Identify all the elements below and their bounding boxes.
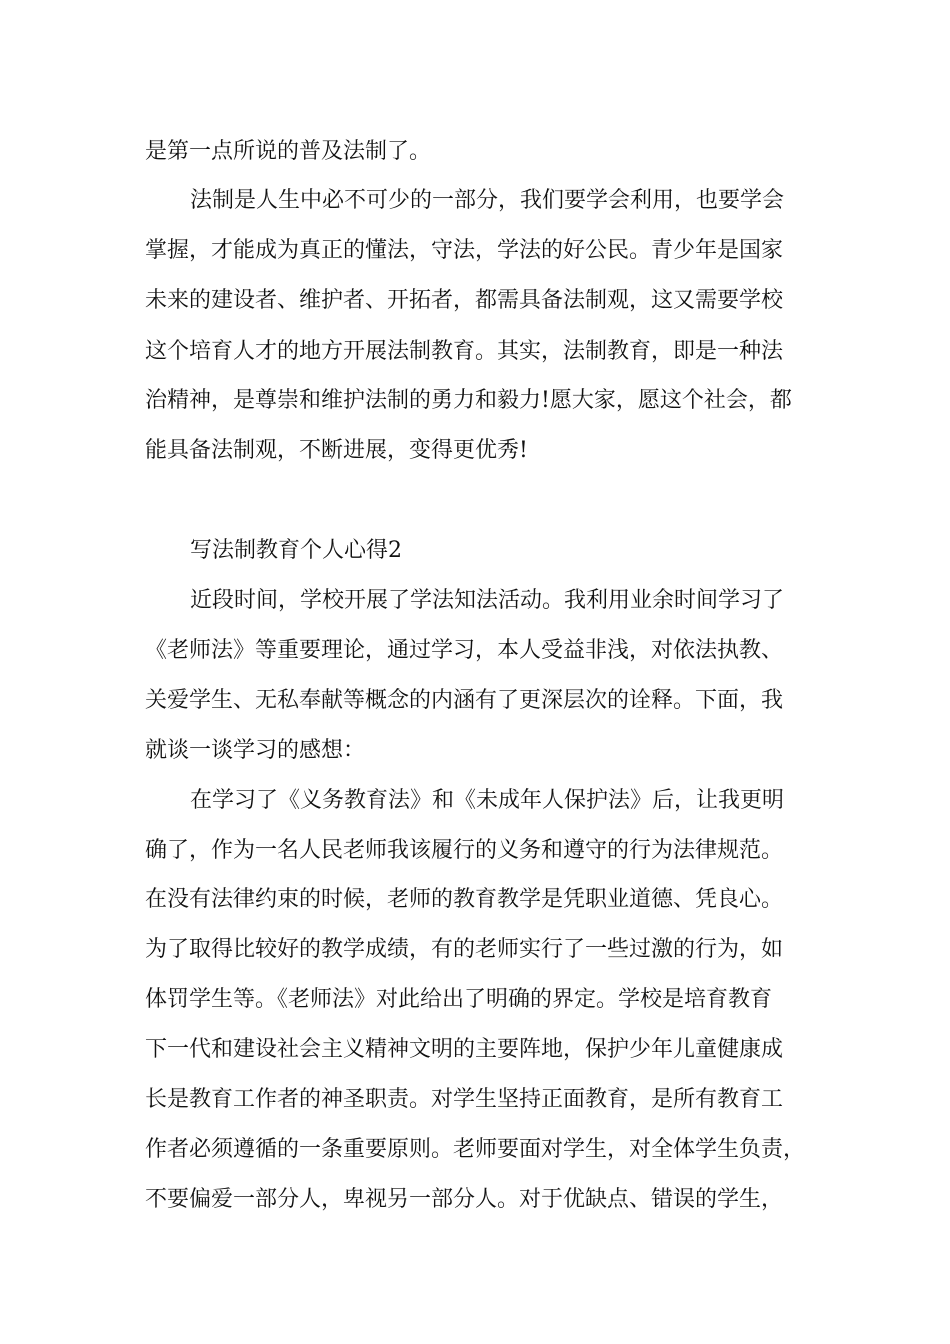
section-heading: 写法制教育个人心得2 — [190, 538, 402, 563]
paragraph-line: 掌握，才能成为真正的懂法，守法，学法的好公民。青少年是国家 — [145, 238, 784, 263]
paragraph-line: 近段时间，学校开展了学法知法活动。我利用业余时间学习了 — [190, 588, 785, 613]
paragraph-line: 长是教育工作者的神圣职责。对学生坚持正面教育，是所有教育工 — [145, 1087, 784, 1112]
paragraph-line: 下一代和建设社会主义精神文明的主要阵地，保护少年儿童健康成 — [145, 1037, 784, 1062]
paragraph-line: 《老师法》等重要理论，通过学习，本人受益非浅，对依法执教、 — [145, 638, 784, 663]
paragraph-line: 在没有法律约束的时候，老师的教育教学是凭职业道德、凭良心。 — [145, 887, 784, 912]
paragraph-line: 法制是人生中必不可少的一部分，我们要学会利用，也要学会 — [190, 188, 785, 213]
paragraph-line: 不要偏爱一部分人，卑视另一部分人。对于优缺点、错误的学生， — [145, 1187, 784, 1212]
paragraph-line: 体罚学生等。《老师法》对此给出了明确的界定。学校是培育教育 — [145, 987, 773, 1012]
paragraph-line: 为了取得比较好的教学成绩，有的老师实行了一些过激的行为，如 — [145, 937, 784, 962]
paragraph-line: 这个培育人才的地方开展法制教育。其实，法制教育，即是一种法 — [145, 339, 784, 364]
paragraph-line: 能具备法制观，不断进展，变得更优秀! — [145, 438, 528, 463]
paragraph-line: 在学习了《义务教育法》和《未成年人保护法》后，让我更明 — [190, 788, 785, 813]
paragraph-line: 是第一点所说的普及法制了。 — [145, 139, 432, 164]
paragraph-line: 未来的建设者、维护者、开拓者，都需具备法制观，这又需要学校 — [145, 288, 784, 313]
paragraph-line: 确了，作为一名人民老师我该履行的义务和遵守的行为法律规范。 — [145, 838, 784, 863]
paragraph-line: 治精神，是尊崇和维护法制的勇力和毅力!愿大家，愿这个社会，都 — [145, 388, 792, 413]
paragraph-line: 就谈一谈学习的感想： — [145, 738, 366, 763]
paragraph-line: 关爱学生、无私奉献等概念的内涵有了更深层次的诠释。下面，我 — [145, 688, 784, 713]
paragraph-line: 作者必须遵循的一条重要原则。老师要面对学生，对全体学生负责， — [145, 1137, 806, 1162]
